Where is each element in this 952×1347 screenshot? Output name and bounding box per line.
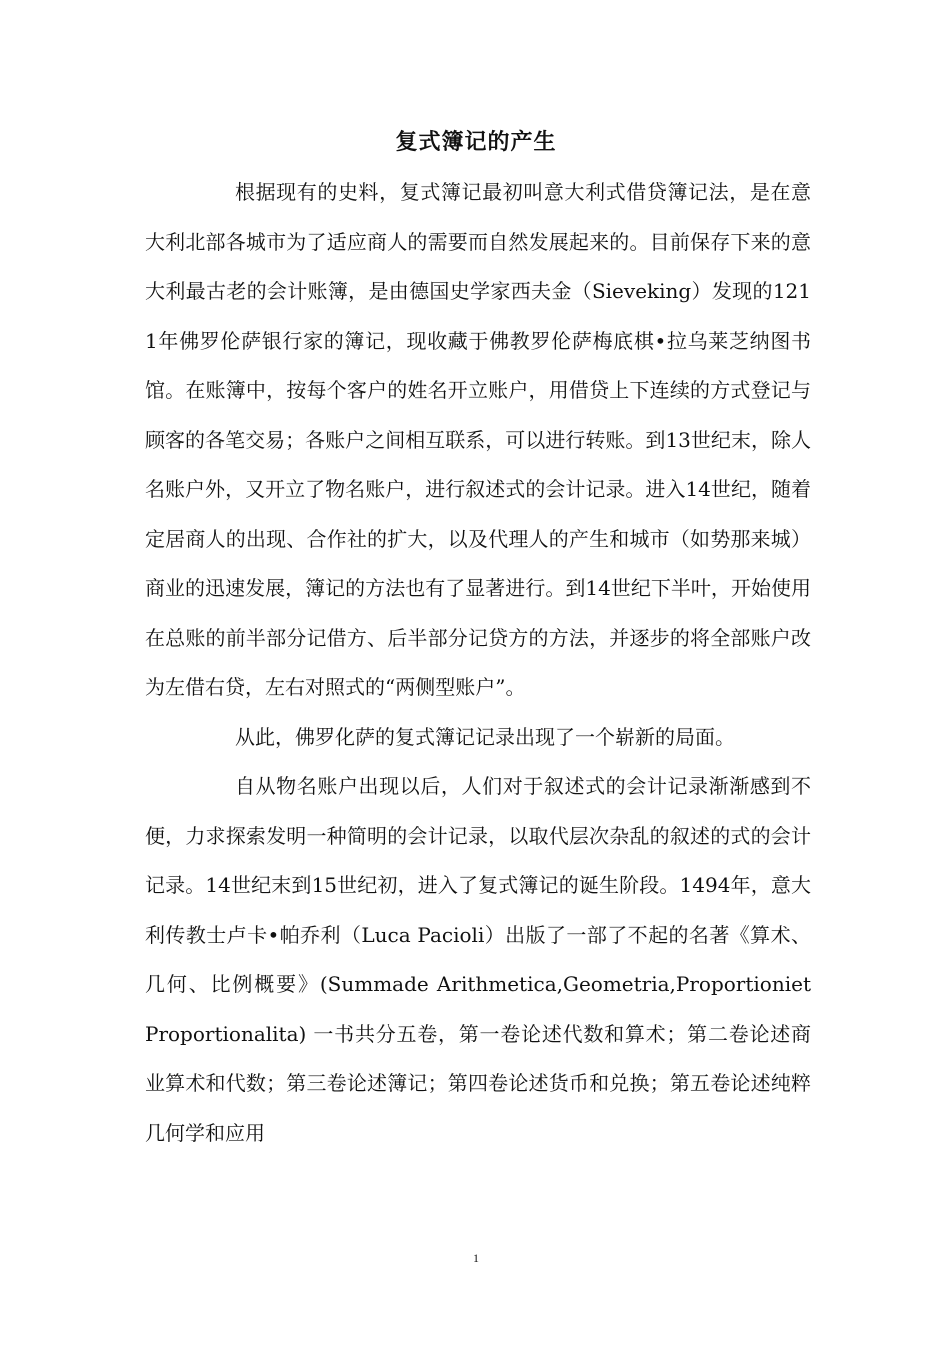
document-body — [145, 168, 811, 1158]
paragraph-history: 根据现有的史料，复式簿记最初叫意大利式借贷簿记法，是在意大利北部各城市为了适应商人的需要而自然发展起来的。目前保存下来的意大利最古老的会计账簿，是由德国史学家西夫金（Sieveking）发现的1211年佛罗伦萨银行家的簿记，现收藏于佛教罗伦萨梅底棋•拉乌莱芝纳图书馆。在账簿中，按每个客户的姓名开立账户，用借贷上下连续的方式登记与顾客的各笔交易；各账户之间相互联系，可以进行转账。到13世纪末，除人名账户外，又开立了物名账户，进行叙述式的会计记录。进入14世纪，随着定居商人的出现、合作社的扩大，以及代理人的产生和城市（如势那来城）商业的迅速发展，簿记的方法也有了显著进行。到14世纪下半叶，开始使用在总账的前半部分记借方、后半部分记贷方的方法，并逐步的将全部账户改为左借右贷，左右对照式的“两侧型账户”。 — [145, 180, 811, 699]
page-title: 复式簿记的产生 — [395, 129, 557, 155]
paragraph-new-situation: 从此，佛罗化萨的复式簿记记录出现了一个崭新的局面。 — [235, 724, 735, 749]
paragraph-pacioli: 自从物名账户出现以后，人们对于叙述式的会计记录渐渐感到不便，力求探索发明一种简明的会计记录，以取代层次杂乱的叙述的式的会计记录。14世纪末到15世纪初，进入了复式簿记的诞生阶段。1494年，意大利传教士卢卡•帕乔利（Luca Pacioli）出版了一部了不起的名著《算术、几何、比例概要》(Summade Arithmetica,Geometria,Proportioniet Proportionalita) 一书共分五卷，第一卷论述代数和算术；第二卷论述商业算术和代数；第三卷论述簿记；第四卷论述货币和兑换；第五卷论述纯粹几何学和应用 — [145, 774, 811, 1145]
page-number: 1 — [473, 1251, 479, 1265]
